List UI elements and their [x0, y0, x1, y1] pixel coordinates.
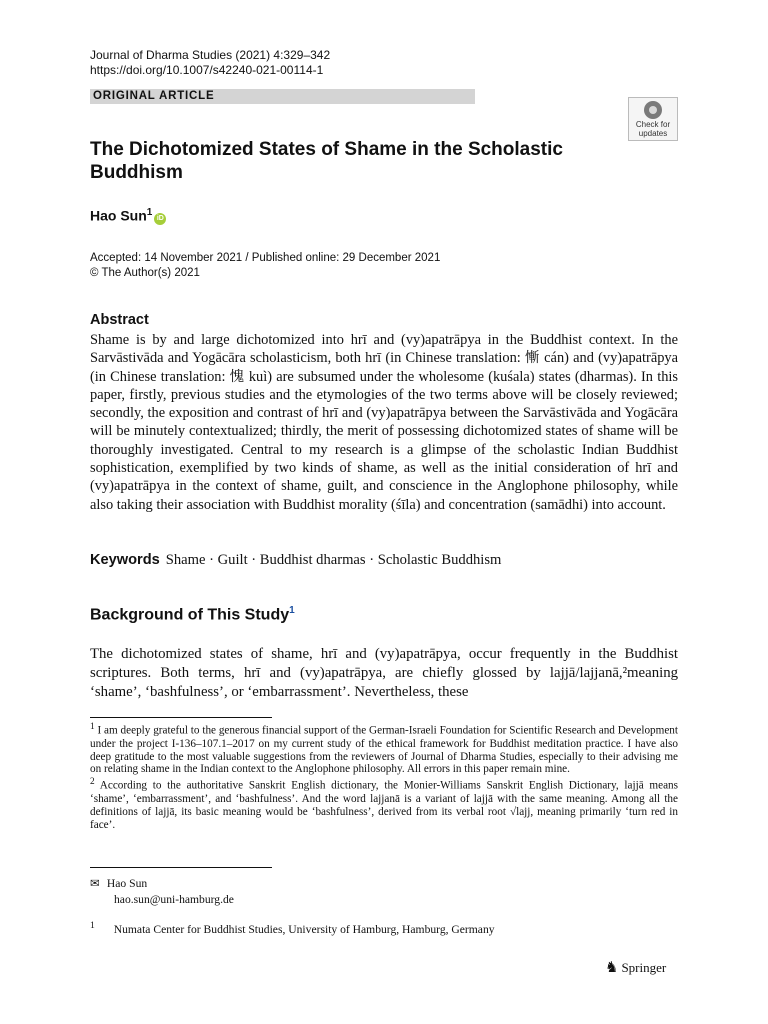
- affiliation: [90, 920, 495, 936]
- author-line: [90, 207, 166, 225]
- keywords-line: [90, 552, 501, 569]
- check-updates-line1: Check for: [635, 120, 671, 129]
- envelope-icon: ✉: [90, 877, 100, 890]
- footnote-link-1[interactable]: 1: [289, 605, 295, 616]
- author-email[interactable]: hao.sun@uni-hamburg.de: [114, 893, 234, 906]
- author-affil-mark: 1: [146, 207, 153, 218]
- article-title: The Dichotomized States of Shame in the Scholastic Buddhism: [90, 139, 563, 183]
- footnote-2: [90, 776, 678, 831]
- correspondence-divider: [90, 867, 272, 868]
- check-updates-icon: [644, 101, 662, 119]
- footnotes: [90, 721, 678, 832]
- journal-header: [90, 48, 330, 78]
- abstract-heading: Abstract: [90, 312, 149, 328]
- affiliation-text: Numata Center for Buddhist Studies, University of Hamburg, Hamburg, Germany: [113, 922, 495, 936]
- article-type-banner: ORIGINAL ARTICLE: [90, 89, 475, 104]
- footnote-1: [90, 721, 678, 776]
- corresponding-author: Hao Sun: [106, 877, 148, 890]
- orcid-icon[interactable]: iD: [154, 213, 166, 225]
- footnote-1-text: I am deeply grateful to the generous financial support of the German-Israeli Foundation for Scientific Research and Development under the project I-136–107.1–2017 on my current study of the ethical framework for Buddhist meditation practice. I have also deep gratitude to the most valuable suggestions from the reviewers of Journal of Dharma Studies, especially to their advising me on relating shame in the Indian context to the Anglophone philosophy. All errors in this paper remain mine.: [90, 724, 678, 776]
- keywords-label: Keywords: [90, 552, 160, 568]
- section-title: Background of This Study: [90, 606, 290, 624]
- springer-horse-icon: ♞: [605, 960, 619, 976]
- footnote-divider: [90, 717, 272, 718]
- author-name[interactable]: Hao Sun: [90, 207, 147, 224]
- dates-line: Accepted: 14 November 2021 / Published online: 29 December 2021: [90, 252, 441, 264]
- abstract-text: Shame is by and large dichotomized into hrī and (vy)apatrāpya in the Buddhist context. In the Sarvāstivāda and Yogācāra scholasticism, both hrī (in Chinese translation: 慚 cán) and (vy)apatrāpya (in Chinese translation: 愧 kuì) are subsumed under the wholesome (kuśala) states (dharmas). In this paper, firstly, previous studies and the etymologies of the two terms above will be closely reviewed; secondly, the exposition and contrast of hrī and (vy)apatrāpya between the Sarvāstivāda and Yogācāra will be minutely contextualized; thirdly, the merit of possessing dichotomized states of shame will be thoroughly investigated. Central to my research is a glimpse of the scholastic Indian Buddhist sophistication, exemplified by two kinds of shame, as well as the initial consideration of hrī and (vy)apatrāpya in the context of shame, guilt, and conscience in the Anglophone philosophy, while also taking their association with Buddhist morality (śīla) and concentration (samādhi) into account.: [90, 332, 678, 513]
- footnote-2-text: According to the authoritative Sanskrit English dictionary, the Monier-Williams Sanskrit English Dictionary, lajjā means ‘shame’, ‘embarrassment’, and ‘bashfulness’. And the word lajjanā is a variant of lajjā with the same meaning. Among all the definitions of lajjā, its basic meaning would be ‘bashfulness’, derived from its verbal root √lajj, meaning primarily ‘turn red in face’.: [90, 780, 678, 831]
- copyright-line: © The Author(s) 2021: [90, 267, 200, 279]
- check-for-updates-badge[interactable]: [628, 97, 678, 141]
- check-updates-line2: updates: [638, 129, 668, 138]
- doi-link[interactable]: https://doi.org/10.1007/s42240-021-00114-1: [90, 63, 324, 77]
- keywords-text: Shame · Guilt · Buddhist dharmas · Scholastic Buddhism: [165, 552, 502, 568]
- footnote-1-mark: 1: [90, 722, 95, 732]
- correspondence-block: [90, 876, 234, 908]
- body-paragraph: The dichotomized states of shame, hrī and (vy)apatrāpya, occur frequently in the Buddhist scriptures. Both terms, hrī and (vy)apatrāpya, are chiefly glossed by lajjā/lajjanā,²meaning ‘shame’, ‘bashfulness’, or ‘embarrassment’. Nevertheless, these: [90, 646, 678, 700]
- publisher-logo: [605, 958, 666, 977]
- journal-citation: Journal of Dharma Studies (2021) 4:329–342: [90, 48, 331, 62]
- section-heading: [90, 605, 295, 624]
- footnote-2-mark: 2: [90, 777, 95, 788]
- publication-dates: [90, 251, 440, 281]
- affiliation-mark: 1: [90, 920, 95, 931]
- publisher-name: Springer: [621, 960, 667, 975]
